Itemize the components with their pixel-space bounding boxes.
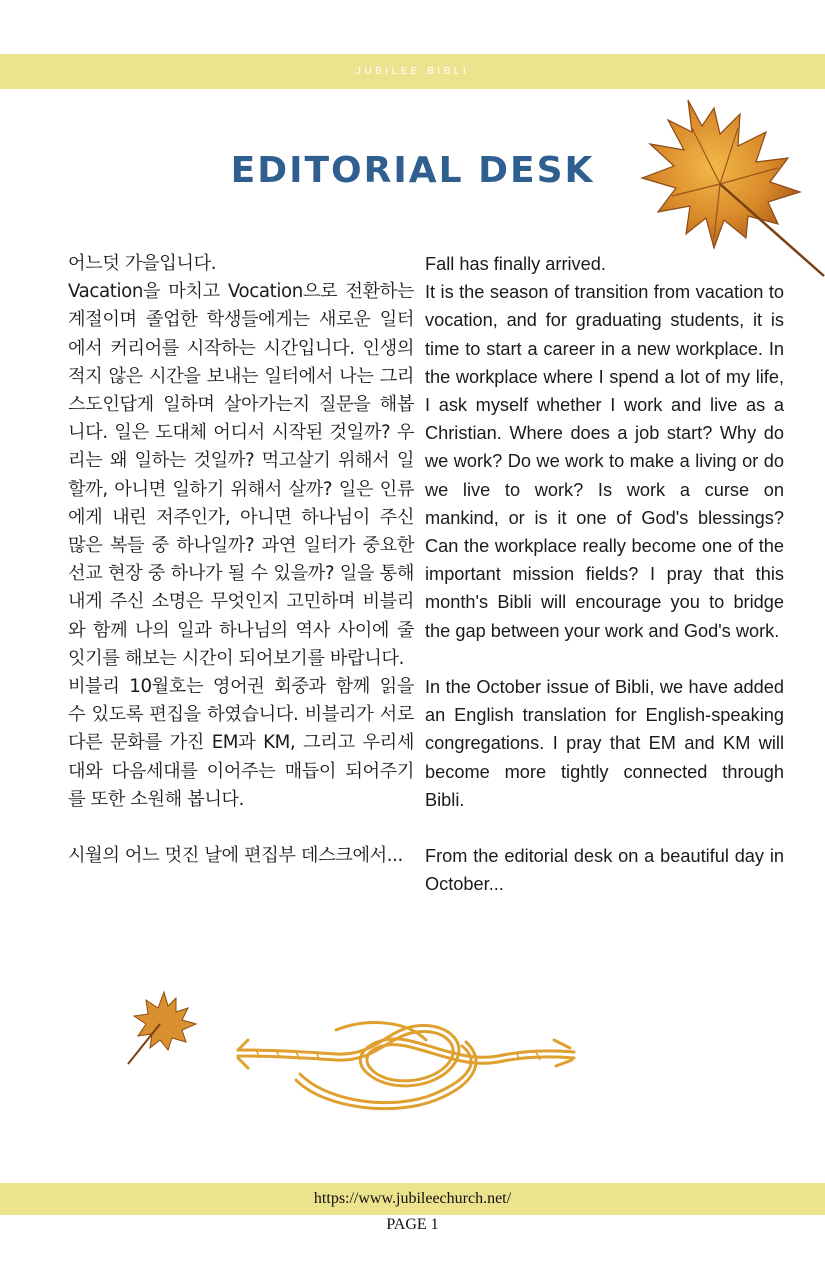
header-brand: JUBILEE BIBLI [355,66,470,77]
english-column [425,250,784,899]
korean-paragraph-1: 어느덧 가을입니다. [68,253,217,274]
footer-url[interactable]: https://www.jubileechurch.net/ [313,1190,512,1207]
korean-column [68,250,414,870]
english-paragraph-1: Fall has finally arrived. [425,254,606,274]
korean-paragraph-4: 시월의 어느 멋진 날에 편집부 데스크에서... [68,845,403,867]
english-paragraph-4: From the editorial desk on a beautiful day in October... [425,846,784,895]
korean-paragraph-2: Vacation을 마치고 Vocation으로 전환하는 계절이며 졸업한 학생들에게는 새로운 일터에서 커리어를 시작하는 시간입니다. 인생의 적지 않은 시간을 보내는 일터에서 나는 그리스도인답게 일하며 살아가는지 질문을 해봅니다. 일은 도대체 어디서 시작된 것일까? 우리는 왜 일하는 것일까? 먹고살기 위해서 일할까, 아니면 일하기 위해서 살까? 일은 인류에게 내린 저주인가, 아니면 하나님이 주신 많은 복들 중 하나일까? 과연 일터가 중요한 선교 현장 중 하나가 될 수 있을까? 일을 통해 내게 주신 소명은 무엇인지 고민하며 비블리와 함께 나의 일과 하나님의 역사 사이에 줄 잇기를 해보는 시간이 되어보기를 바랍니다. [68,281,414,669]
page-number: PAGE 1 [386,1216,439,1233]
rope-knot-icon [236,1010,576,1120]
page-title: EDITORIAL DESK [230,150,595,191]
english-paragraph-2: It is the season of transition from vacation to vocation, and for graduating students, it is time to start a career in a new workplace. In the workplace where I spend a lot of my life, I ask myself whether I work and live as a Christian. Where does a job start? Why do we work? Do we work to make a living or do we live to work? Is work a curse on mankind, or is it one of God's blessings? Can the workplace really become one of the important mission fields? I pray that this month's Bibli will encourage you to bridge the gap between your work and God's work. [425,282,784,641]
header-band [0,54,825,89]
korean-paragraph-3: 비블리 10월호는 영어권 회중과 함께 읽을 수 있도록 편집을 하였습니다. 비블리가 서로 다른 문화를 가진 EM과 KM, 그리고 우리세대와 다음세대를 이어주는 매듭이 되어주기를 또한 소원해 봅니다. [68,676,414,810]
english-paragraph-3: In the October issue of Bibli, we have added an English translation for English-speaking congregations. I pray that EM and KM will become more tightly connected through Bibli. [425,677,784,810]
footer-band [0,1183,825,1215]
maple-leaf-small-icon [120,988,200,1068]
